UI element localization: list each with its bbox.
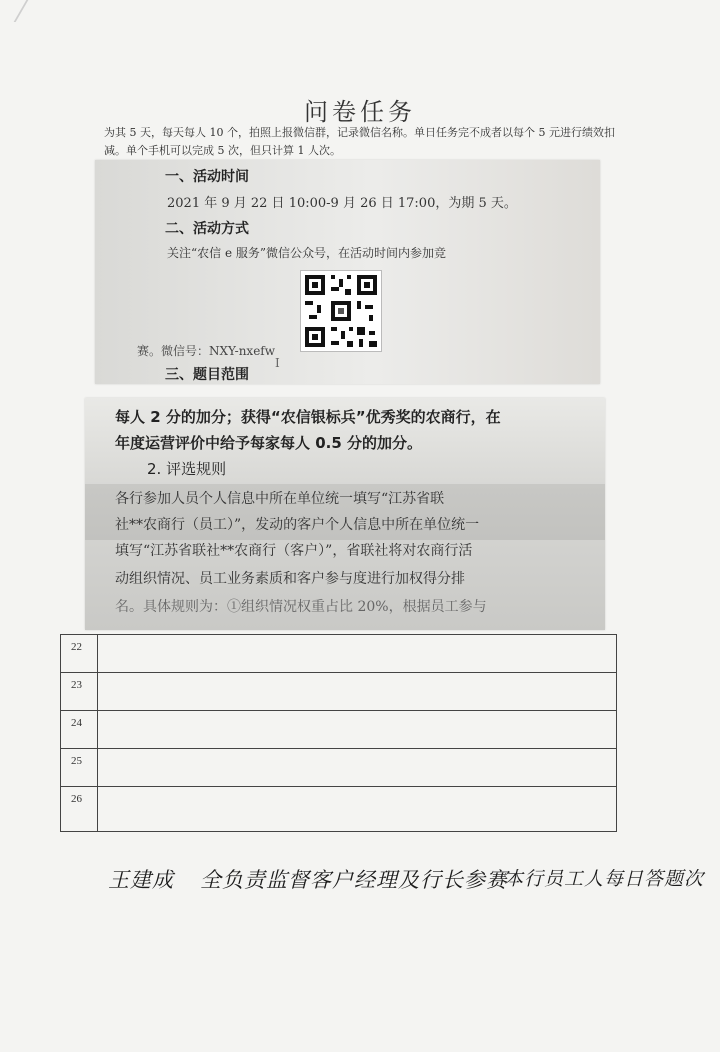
row-number: 22 <box>61 635 98 673</box>
intro-paragraph: 为其 5 天，每天每人 10 个，拍照上报微信群，记录微信名称。单日任务完不成者以每个 5 元进行绩效扣减。单个手机可以完成 5 次，但只计算 1 人次。 <box>104 126 615 157</box>
row-number: 26 <box>61 787 98 832</box>
document-title: 问卷任务 <box>304 98 416 126</box>
answer-table <box>60 634 617 832</box>
answer-cell[interactable] <box>98 635 617 673</box>
rules-body-1: 各行参加人员个人信息中所在单位统一填写“江苏省联 <box>115 491 445 507</box>
section-heading-method: 二、活动方式 <box>165 221 249 237</box>
method-text: 关注“农信 e 服务”微信公众号，在活动时间内参加竞 <box>167 246 447 260</box>
table-row <box>61 711 617 749</box>
rules-line-2: 年度运营评价中给予每家每人 0.5 分的加分。 <box>115 434 423 452</box>
event-notice-photo <box>95 160 600 384</box>
section-heading-scope: 三、题目范围 <box>165 367 249 383</box>
row-number: 24 <box>61 711 98 749</box>
table-row <box>61 787 617 832</box>
table-row <box>61 673 617 711</box>
event-date-text: 2021 年 9 月 22 日 10:00-9 月 26 日 17:00，为期 5 天。 <box>167 196 517 211</box>
handwritten-note: 本行员工人每日答题次 <box>504 868 705 890</box>
wechat-id-text: 赛。微信号：NXY-nxefw <box>137 344 276 358</box>
rules-line-1: 每人 2 分的加分；获得“农信银标兵”优秀奖的农商行，在 <box>115 408 501 426</box>
row-number: 23 <box>61 673 98 711</box>
answer-cell[interactable] <box>98 673 617 711</box>
rules-body-3: 填写“江苏省联社**农商行（客户）”，省联社将对农商行活 <box>115 543 473 559</box>
handwritten-role: 全负责监督客户经理及行长参赛 <box>200 868 508 892</box>
text-cursor-mark: I <box>275 356 280 370</box>
answer-cell[interactable] <box>98 711 617 749</box>
answer-cell[interactable] <box>98 787 617 832</box>
paper-edge <box>14 0 55 22</box>
section-heading-time: 一、活动时间 <box>165 169 249 185</box>
rules-body-2: 社**农商行（员工）”，发动的客户个人信息中所在单位统一 <box>115 517 480 533</box>
rules-photo <box>85 398 605 630</box>
rules-body-5: 名。具体规则为：①组织情况权重占比 20%，根据员工参与 <box>115 599 487 615</box>
answer-cell[interactable] <box>98 749 617 787</box>
rules-body-4: 动组织情况、员工业务素质和客户参与度进行加权得分排 <box>115 571 465 587</box>
qr-code-icon <box>300 270 382 352</box>
table-row <box>61 635 617 673</box>
row-number: 25 <box>61 749 98 787</box>
rules-subheading: 2. 评选规则 <box>147 460 227 478</box>
table-row <box>61 749 617 787</box>
handwritten-name: 王建成 <box>108 868 174 892</box>
